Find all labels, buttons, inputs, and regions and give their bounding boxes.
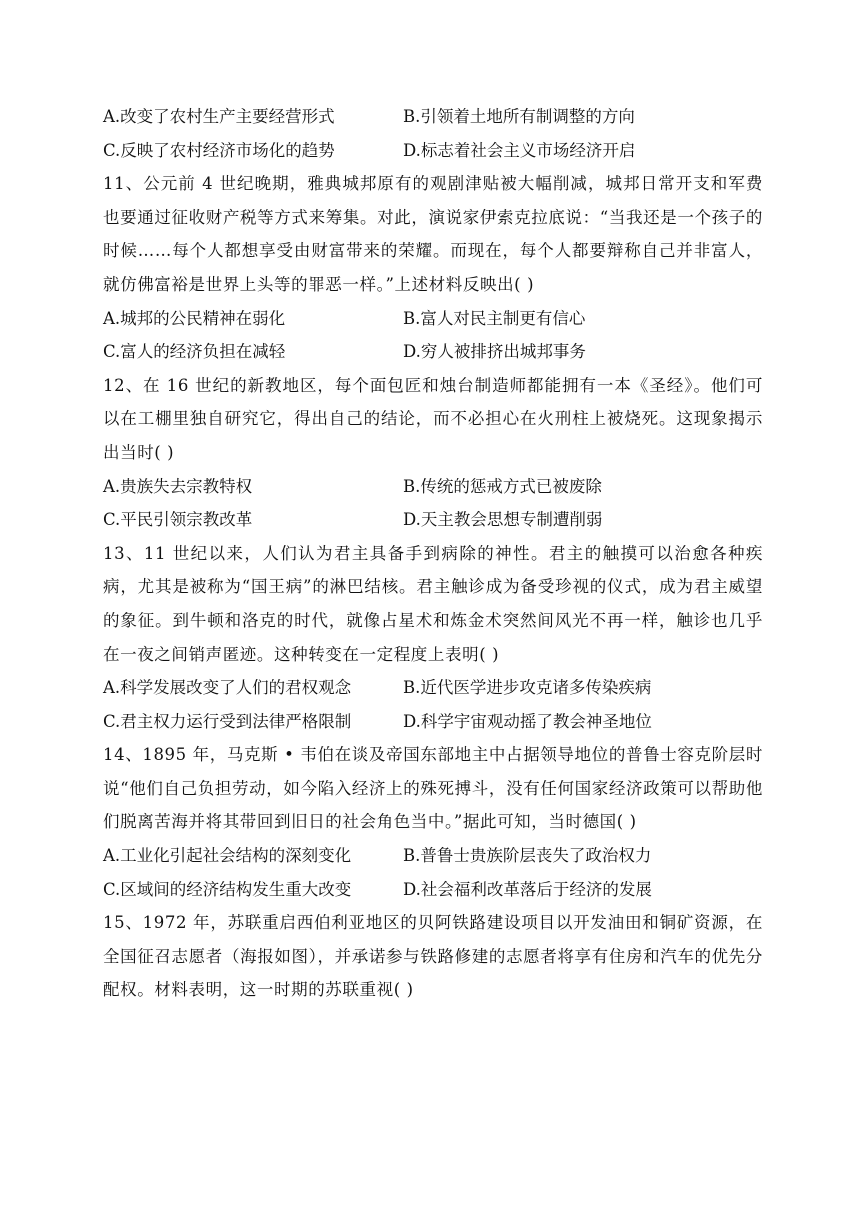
question-13-stem: 13、11 世纪以来，人们认为君主具备手到病除的神性。君主的触摸可以治愈各种疾病，尤其是被称为“国王病”的淋巴结核。君主触诊成为备受珍视的仪式，成为君主威望的象征。到牛顿和洛克的时代，就像占星术和炼金术突然间风光不再一样，触诊也几乎在一夜之间销声匿迹。这种转变在一定程度上表明( ) — [103, 543, 763, 664]
question-11-stem: 11、公元前 4 世纪晚期，雅典城邦原有的观剧津贴被大幅削减，城邦日常开支和军费也要通过征收财产税等方式来筹集。对此，演说家伊索克拉底说：“当我还是一个孩子的时候……每个人都想享受由财富带来的荣耀。而现在，每个人都要辩称自己并非富人，就仿佛富裕是世界上头等的罪恶一样。”上述材料反映出( ) — [103, 174, 763, 294]
q11-options-row-2 — [103, 335, 763, 369]
q11-option-b[interactable]: B.富人对民主制更有信心 — [403, 308, 586, 328]
q11-option-a[interactable]: A.城邦的公民精神在弱化 — [103, 308, 286, 328]
q10-option-b[interactable]: B.引领着土地所有制调整的方向 — [403, 107, 635, 126]
q10-options-row-2 — [103, 134, 763, 168]
q14-options-row-2 — [103, 873, 763, 907]
q10-option-a[interactable]: A.改变了农村生产主要经营形式 — [103, 107, 335, 126]
question-15-stem: 15、1972 年，苏联重启西伯利亚地区的贝阿铁路建设项目以开发油田和铜矿资源，在全国征召志愿者（海报如图），并承诺参与铁路修建的志愿者将享有住房和汽车的优先分配权。材料表明，这一时期的苏联重视( ) — [103, 913, 763, 1000]
q12-option-a[interactable]: A.贵族失去宗教特权 — [103, 476, 253, 496]
question-11 — [103, 167, 763, 369]
q14-option-b[interactable]: B.普鲁士贵族阶层丧失了政治权力 — [403, 846, 652, 866]
q14-option-d[interactable]: D.社会福利改革落后于经济的发展 — [403, 879, 652, 899]
q14-option-a[interactable]: A.工业化引起社会结构的深刻变化 — [103, 846, 352, 866]
q13-options-row-1 — [103, 671, 763, 705]
q12-option-d[interactable]: D.天主教会思想专制遭削弱 — [403, 510, 603, 530]
q10-option-c[interactable]: C.反映了农村经济市场化的趋势 — [103, 140, 335, 160]
question-12-stem: 12、在 16 世纪的新教地区，每个面包匠和烛台制造师都能拥有一本《圣经》。他们可以在工棚里独自研究它，得出自己的结论，而不必担心在火刑柱上被烧死。这现象揭示出当时( ) — [103, 375, 763, 462]
q10-option-d[interactable]: D.标志着社会主义市场经济开启 — [403, 140, 636, 160]
document-page — [103, 100, 763, 1007]
q12-options-row-2 — [103, 503, 763, 537]
question-12 — [103, 369, 763, 537]
q13-option-b[interactable]: B.近代医学进步攻克诸多传染疾病 — [403, 678, 652, 698]
q14-option-c[interactable]: C.区域间的经济结构发生重大改变 — [103, 879, 352, 899]
q13-option-a[interactable]: A.科学发展改变了人们的君权观念 — [103, 678, 352, 698]
q13-option-c[interactable]: C.君主权力运行受到法律严格限制 — [103, 711, 352, 731]
question-14 — [103, 738, 763, 906]
q11-options-row-1 — [103, 302, 763, 336]
q11-option-d[interactable]: D.穷人被排挤出城邦事务 — [403, 342, 586, 362]
q11-option-c[interactable]: C.富人的经济负担在减轻 — [103, 342, 286, 362]
q13-options-row-2 — [103, 705, 763, 739]
q10-options-row-1 — [103, 100, 763, 134]
q14-options-row-1 — [103, 839, 763, 873]
q12-options-row-1 — [103, 470, 763, 504]
q12-option-b[interactable]: B.传统的惩戒方式已被废除 — [403, 476, 602, 496]
question-13 — [103, 537, 763, 739]
question-14-stem: 14、1895 年，马克斯 • 韦伯在谈及帝国东部地主中占据领导地位的普鲁士容克阶层时说“他们自己负担劳动，如今陷入经济上的殊死搏斗，没有任何国家经济政策可以帮助他们脱离苦海并将其带回到旧日的社会角色当中。”据此可知，当时德国( ) — [103, 745, 763, 832]
q13-option-d[interactable]: D.科学宇宙观动摇了教会神圣地位 — [403, 711, 652, 731]
q12-option-c[interactable]: C.平民引领宗教改革 — [103, 510, 253, 530]
question-15 — [103, 906, 763, 1007]
